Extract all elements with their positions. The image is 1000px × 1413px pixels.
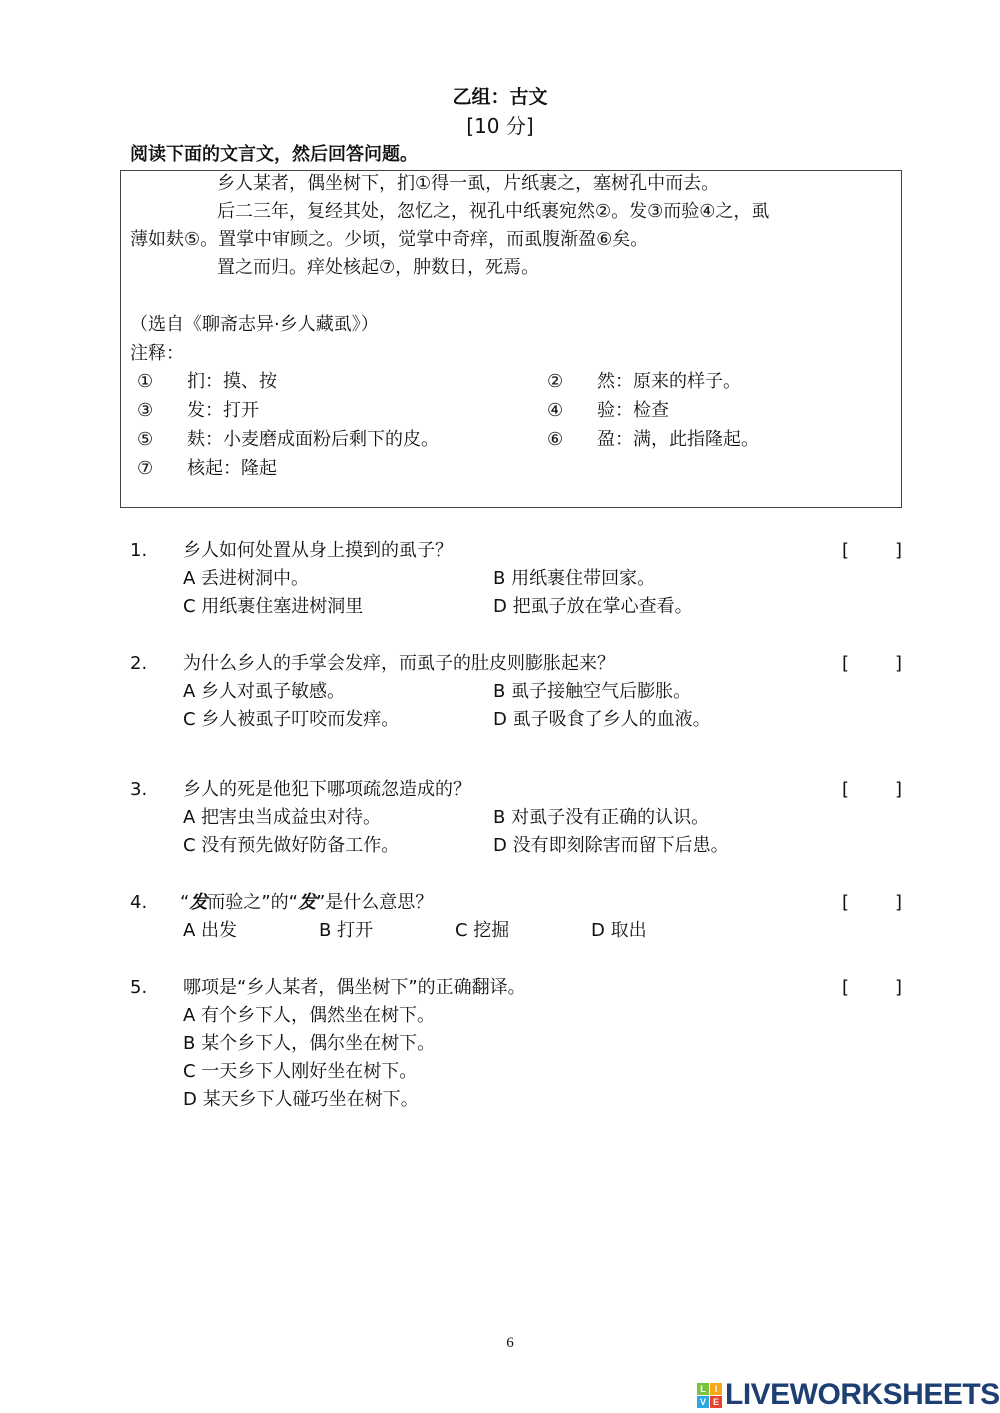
answer-option[interactable]: D 虱子吸食了乡人的血液。 — [493, 709, 711, 730]
passage-line: 乡人某者，偶坐树下，扪①得一虱，片纸裹之，塞树孔中而去。 — [217, 173, 720, 194]
logo-text: LIVEWORKSHEETS — [725, 1378, 1000, 1411]
logo-letter: I — [710, 1383, 722, 1395]
answer-option[interactable]: A 有个乡下人，偶然坐在树下。 — [183, 1005, 436, 1026]
question-text — [180, 889, 433, 917]
bracket-close: ] — [894, 779, 902, 800]
answer-bracket[interactable] — [842, 537, 902, 565]
note-text: 验：检查 — [597, 400, 669, 421]
bracket-open: [ — [842, 892, 850, 913]
note-number: ⑥ — [547, 429, 564, 450]
answer-option[interactable]: B 虱子接触空气后膨胀。 — [493, 681, 692, 702]
note-number: ③ — [137, 400, 154, 421]
note-number: ④ — [547, 400, 564, 421]
question-number: 4. — [130, 892, 148, 913]
section-title: 乙组：古文 — [452, 86, 548, 108]
score-label: [10 分] — [466, 114, 534, 138]
answer-option[interactable]: D 取出 — [591, 920, 647, 941]
question-number: 3. — [130, 779, 148, 800]
answer-option[interactable]: B 对虱子没有正确的认识。 — [493, 807, 710, 828]
question-text-part: 发 — [189, 892, 208, 913]
answer-bracket[interactable] — [842, 776, 902, 804]
answer-option[interactable]: A 把害虫当成益虫对待。 — [183, 807, 382, 828]
notes-label: 注释： — [130, 343, 184, 364]
note-number: ⑦ — [137, 458, 154, 479]
answer-option[interactable]: A 乡人对虱子敏感。 — [183, 681, 346, 702]
bracket-close: ] — [894, 977, 902, 998]
page-number: 6 — [506, 1335, 514, 1351]
logo-letter: L — [697, 1383, 709, 1395]
note-text: 扪：摸、按 — [187, 371, 277, 392]
question-text-part: 发 — [297, 892, 316, 913]
question-text: 哪项是“乡人某者，偶坐树下”的正确翻译。 — [183, 977, 526, 998]
question-text-part: ”是什么意思？ — [315, 892, 434, 913]
question-text: 乡人如何处置从身上摸到的虱子？ — [183, 540, 453, 561]
note-number: ② — [547, 371, 564, 392]
answer-option[interactable]: C 一天乡下人刚好坐在树下。 — [183, 1061, 418, 1082]
logo-icon — [697, 1383, 722, 1408]
question-number: 5. — [130, 977, 148, 998]
question-number: 1. — [130, 540, 148, 561]
note-number: ⑤ — [137, 429, 154, 450]
bracket-close: ] — [894, 540, 902, 561]
bracket-close: ] — [894, 653, 902, 674]
logo-letter: V — [697, 1396, 709, 1408]
answer-option[interactable]: B 打开 — [319, 920, 374, 941]
note-number: ① — [137, 371, 154, 392]
question-text: 乡人的死是他犯下哪项疏忽造成的？ — [183, 779, 471, 800]
answer-option[interactable]: D 某天乡下人碰巧坐在树下。 — [183, 1089, 419, 1110]
answer-option[interactable]: D 没有即刻除害而留下后患。 — [493, 835, 729, 856]
answer-option[interactable]: C 乡人被虱子叮咬而发痒。 — [183, 709, 400, 730]
answer-bracket[interactable] — [842, 650, 902, 678]
answer-option[interactable]: C 用纸裹住塞进树洞里 — [183, 596, 364, 617]
note-text: 麸：小麦磨成面粉后剩下的皮。 — [187, 429, 439, 450]
bracket-open: [ — [842, 653, 850, 674]
logo-letter: E — [710, 1396, 722, 1408]
answer-bracket[interactable] — [842, 974, 902, 1002]
note-text: 然：原来的样子。 — [597, 371, 741, 392]
passage-source: （选自《聊斋志异·乡人藏虱》） — [130, 314, 379, 335]
answer-option[interactable]: D 把虱子放在掌心查看。 — [493, 596, 693, 617]
bracket-open: [ — [842, 779, 850, 800]
question-text-part: 而验之”的“ — [207, 892, 298, 913]
passage-line: 置之而归。痒处核起⑦，肿数日，死焉。 — [217, 257, 540, 278]
bracket-open: [ — [842, 977, 850, 998]
answer-option[interactable]: B 某个乡下人，偶尔坐在树下。 — [183, 1033, 436, 1054]
answer-option[interactable]: A 出发 — [183, 920, 238, 941]
question-text: 为什么乡人的手掌会发痒，而虱子的肚皮则膨胀起来？ — [183, 653, 615, 674]
note-text: 盈：满，此指隆起。 — [597, 429, 759, 450]
liveworksheets-logo — [697, 1378, 1000, 1412]
passage-line: 后二三年，复经其处，忽忆之，视孔中纸裹宛然②。发③而验④之，虱 — [217, 201, 770, 222]
answer-option[interactable]: A 丢进树洞中。 — [183, 568, 310, 589]
instruction: 阅读下面的文言文，然后回答问题。 — [130, 144, 418, 165]
answer-bracket[interactable] — [842, 889, 902, 917]
bracket-open: [ — [842, 540, 850, 561]
note-text: 核起：隆起 — [187, 458, 277, 479]
bracket-close: ] — [894, 892, 902, 913]
answer-option[interactable]: B 用纸裹住带回家。 — [493, 568, 656, 589]
answer-option[interactable]: C 没有预先做好防备工作。 — [183, 835, 400, 856]
question-number: 2. — [130, 653, 148, 674]
question-text-part: “ — [180, 892, 190, 913]
answer-option[interactable]: C 挖掘 — [455, 920, 510, 941]
note-text: 发：打开 — [187, 400, 259, 421]
passage-line: 薄如麸⑤。置掌中审顾之。少顷，觉掌中奇痒，而虱腹渐盈⑥矣。 — [130, 229, 649, 250]
